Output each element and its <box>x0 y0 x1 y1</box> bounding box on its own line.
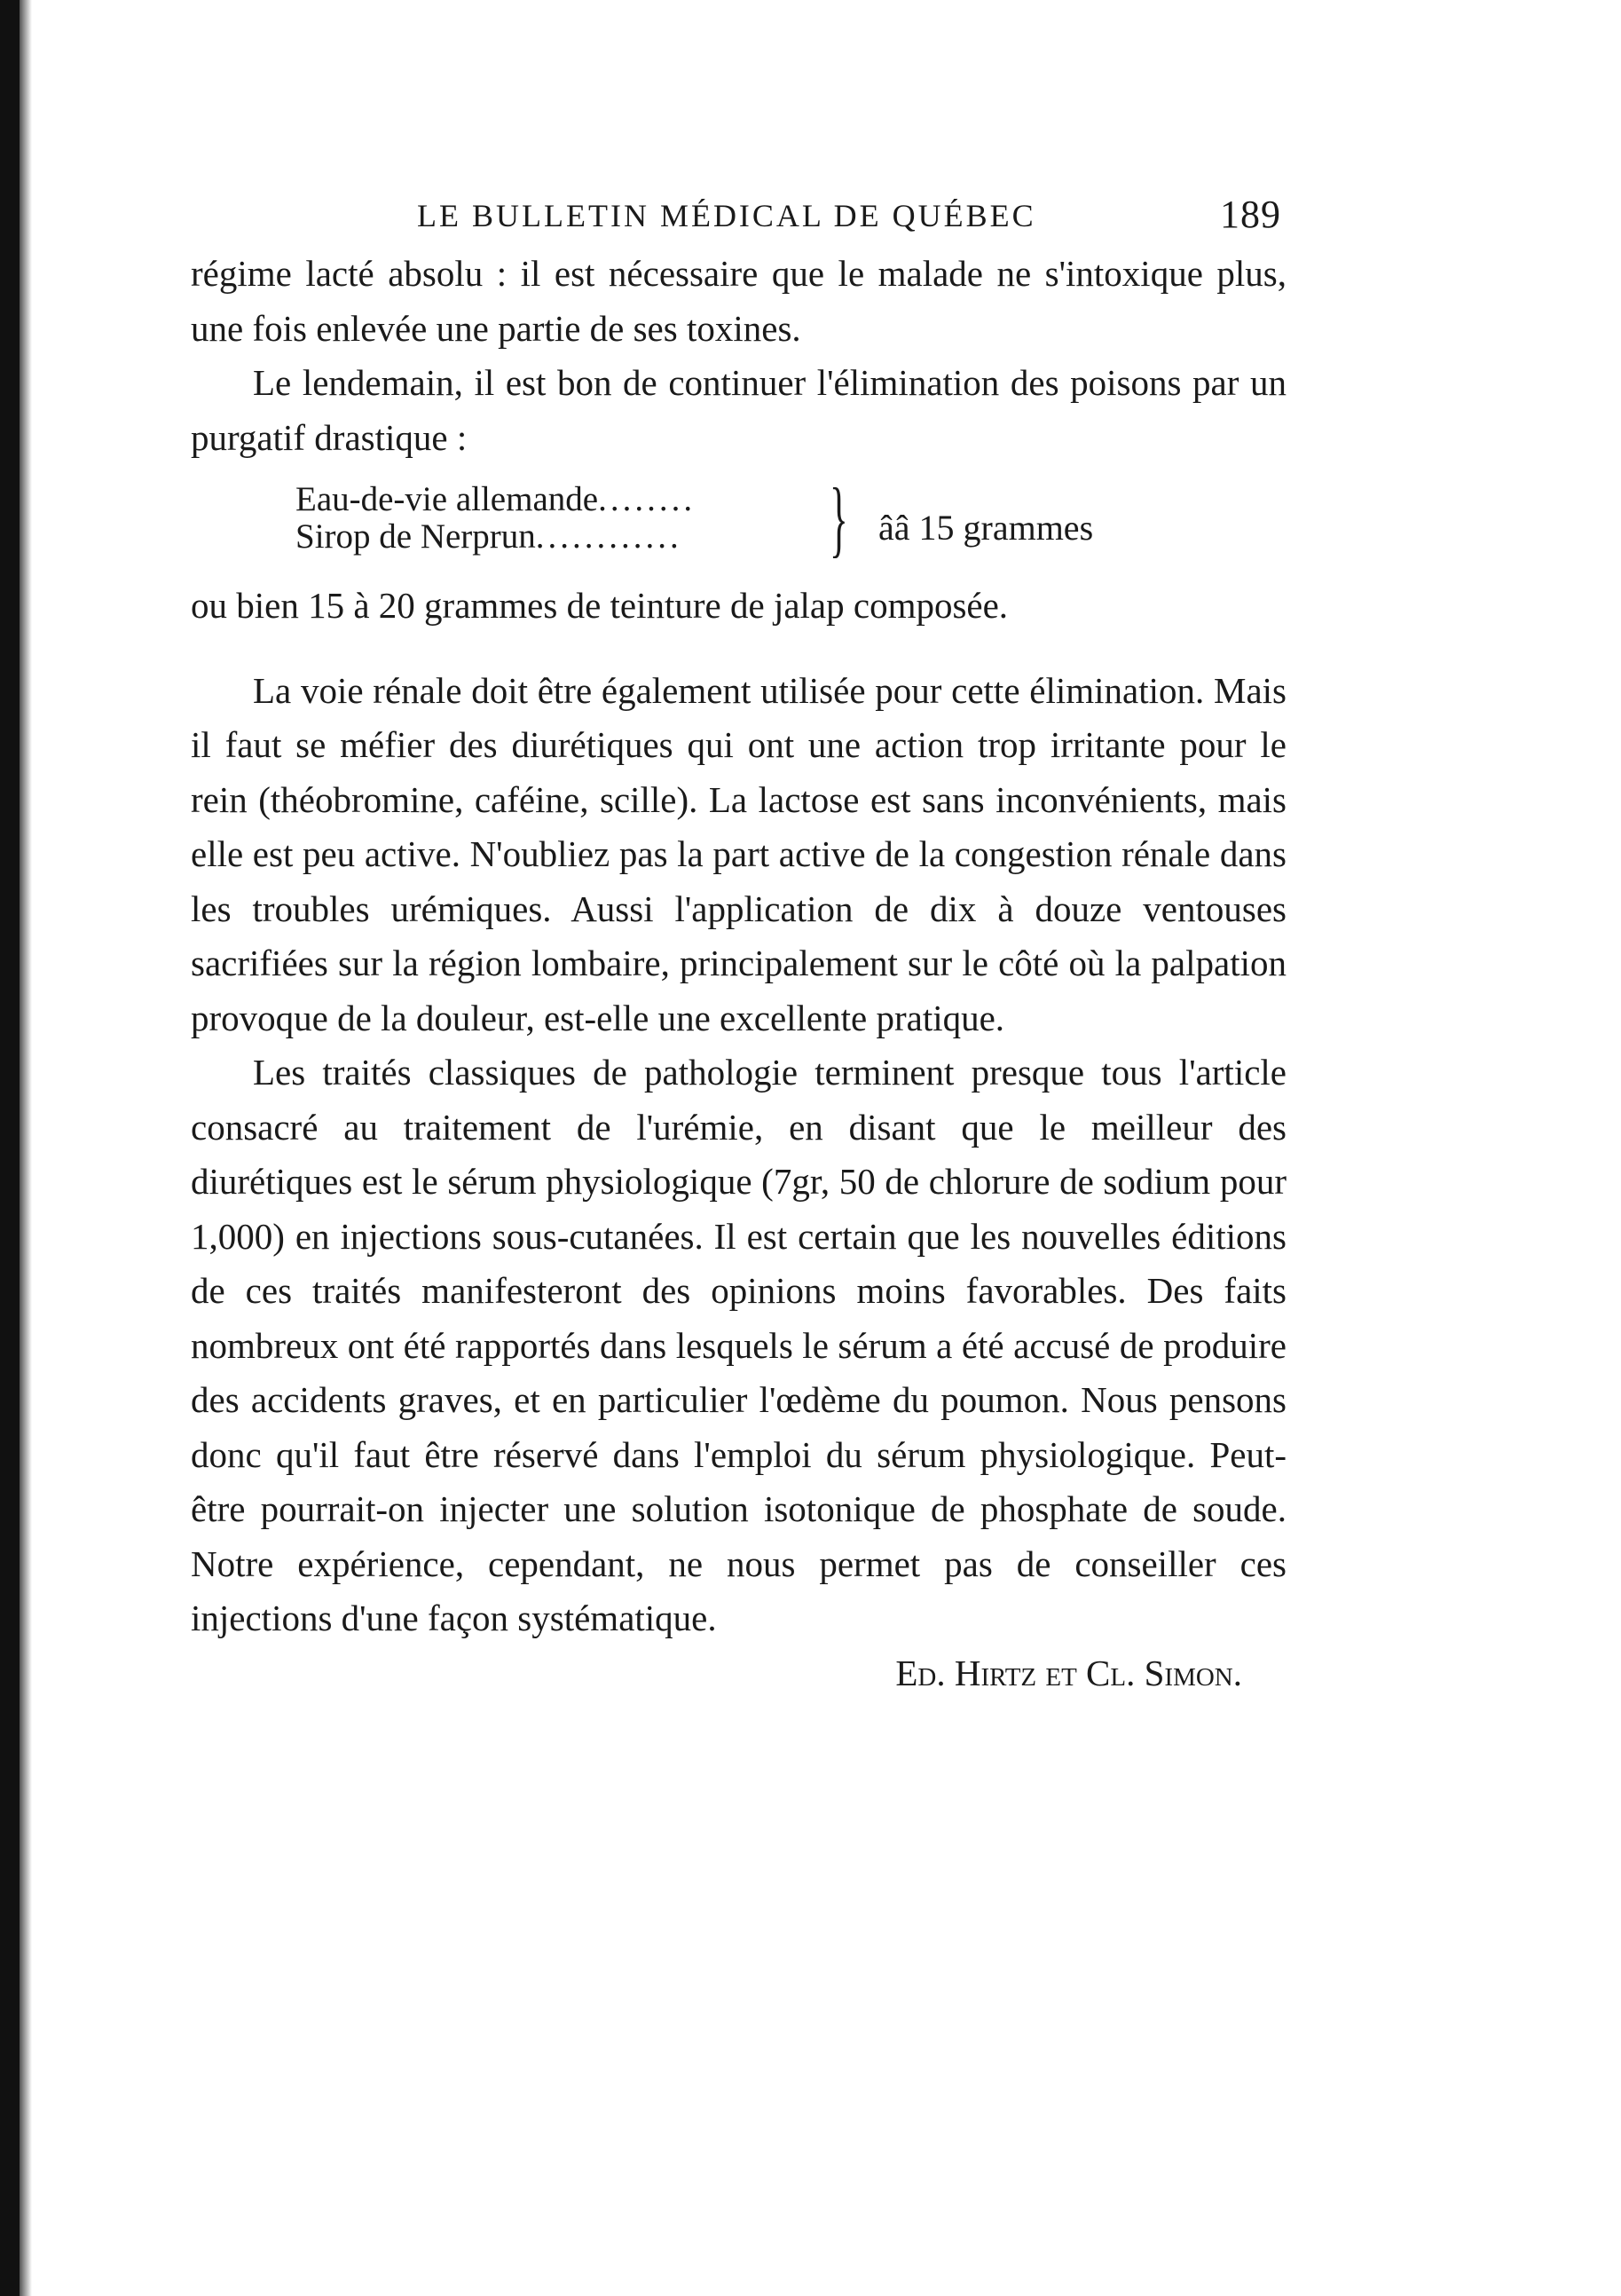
recipe-brace: } <box>830 470 848 565</box>
paragraph-purgatif: Le lendemain, il est bon de continuer l'élimination des poisons par un purgatif drastique : <box>191 362 1287 458</box>
recipe-ingredient <box>295 518 696 556</box>
recipe-ingredients <box>295 481 696 556</box>
body-text <box>191 247 1287 1700</box>
ingredient-name: Sirop de Nerprun <box>295 517 536 556</box>
running-head <box>417 193 1304 241</box>
author-signature: Ed. Hirtz et Cl. Simon. <box>895 1652 1242 1693</box>
recipe-dose: ââ 15 grammes <box>878 508 1094 548</box>
recipe-formula <box>191 470 1287 579</box>
recipe-ingredient <box>295 481 696 518</box>
page-number: 189 <box>1220 193 1281 236</box>
ingredient-leader-dots: ............ <box>535 517 682 556</box>
ingredient-leader-dots: ........ <box>598 480 696 518</box>
ingredient-name: Eau-de-vie allemande <box>295 480 599 518</box>
paragraph-voie-renale: La voie rénale doit être également utilisée pour cette élimination. Mais il faut se méfier des diurétiques qui ont une action trop irritante pour le rein (théobromine, caféine, scille). La lactose est sans inconvénients, mais elle est peu active. N'oubliez pas la part active de la congestion rénale dans les troubles urémiques. Aussi l'application de dix à douze ventouses sacrifiées sur la région lombaire, principalement sur le côté où la palpation provoque de la douleur, est-elle une excellente pratique. <box>191 669 1287 1038</box>
running-head-title: LE BULLETIN MÉDICAL DE QUÉBEC <box>417 198 1036 233</box>
paragraph-continuation: régime lacté absolu : il est nécessaire que le malade ne s'intoxique plus, une fois enlevée une partie de ses toxines. <box>191 253 1287 349</box>
paragraph-serum: Les traités classiques de pathologie terminent presque tous l'article consacré au traitement de l'urémie, en disant que le meilleur des diurétiques est le sérum physiologique (7gr, 50 de chlorure de sodium pour 1,000) en injections sous-cutanées. Il est certain que les nouvelles éditions de ces traités manifesteront des opinions moins favorables. Des faits nombreux ont été rapportés dans lesquels le sérum a été accusé de produire des accidents graves, et en particulier l'œdème du poumon. Nous pensons donc qu'il faut être réservé dans l'emploi du sérum physiologique. Peut-être pourrait-on injecter une solution isotonique de phosphate de soude. Notre expérience, cependant, ne nous permet pas de conseiller ces injections d'une façon systématique. <box>191 1052 1287 1638</box>
paragraph-jalap: ou bien 15 à 20 grammes de teinture de jalap composée. <box>191 585 1009 626</box>
